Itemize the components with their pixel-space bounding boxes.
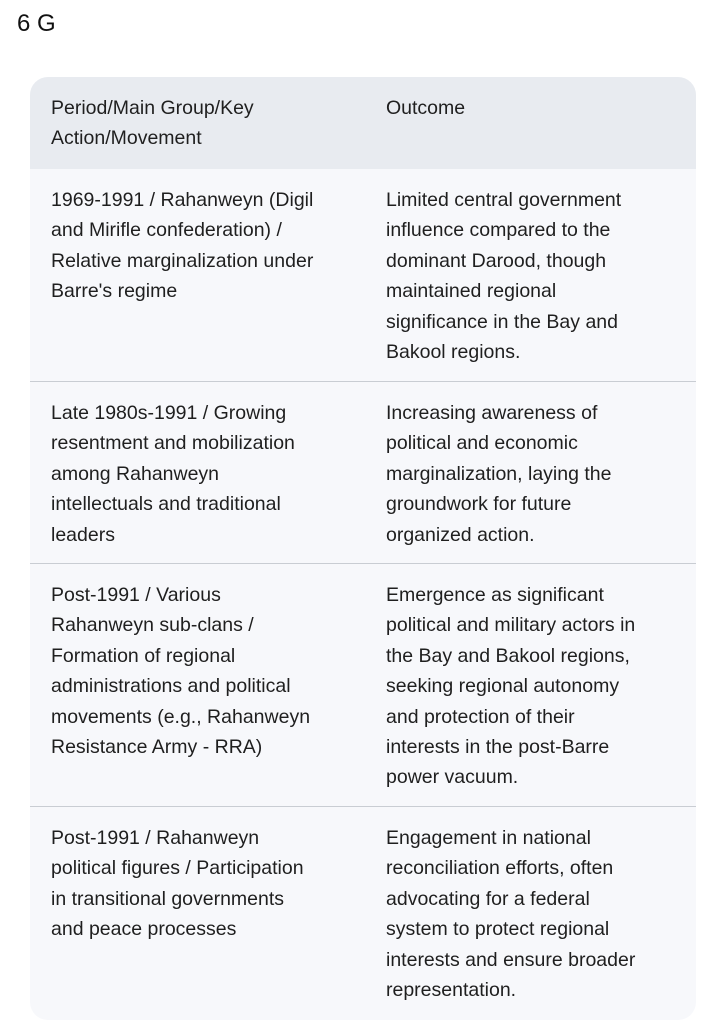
- row-divider: [30, 563, 696, 564]
- row-divider: [30, 806, 696, 807]
- table-header-row: [30, 77, 696, 169]
- row-4-period-cell: Post-1991 / Rahanweyn political figures / Participation in transitional governments and peace processes: [51, 827, 304, 941]
- header-outcome: Outcome: [386, 97, 466, 119]
- row-1-outcome-cell: Limited central government influence compared to the dominant Darood, though maintained regional significance in the Bay and Bakool regions.: [386, 189, 622, 364]
- data-table: [30, 77, 696, 1020]
- row-2-period-cell: Late 1980s-1991 / Growing resentment and mobilization among Rahanweyn intellectuals and traditional leaders: [51, 402, 295, 546]
- page-heading: 6 G: [17, 10, 56, 37]
- row-3-outcome-cell: Emergence as significant political and military actors in the Bay and Bakool regions, seeking regional autonomy and protection of their interests in the post-Barre power vacuum.: [386, 584, 636, 789]
- row-3-period-cell: Post-1991 / Various Rahanweyn sub-clans / Formation of regional administrations and political movements (e.g., Rahanweyn Resistance Army - RRA): [51, 584, 311, 759]
- row-divider: [30, 381, 696, 382]
- row-1-period-cell: 1969-1991 / Rahanweyn (Digil and Mirifle confederation) / Relative marginalization under Barre's regime: [51, 189, 314, 303]
- row-2-outcome-cell: Increasing awareness of political and economic marginalization, laying the groundwork for future organized action.: [386, 402, 612, 546]
- row-4-outcome-cell: Engagement in national reconciliation efforts, often advocating for a federal system to protect regional interests and ensure broader representation.: [386, 827, 636, 1002]
- header-period-group-action: Period/Main Group/Key Action/Movement: [51, 97, 254, 150]
